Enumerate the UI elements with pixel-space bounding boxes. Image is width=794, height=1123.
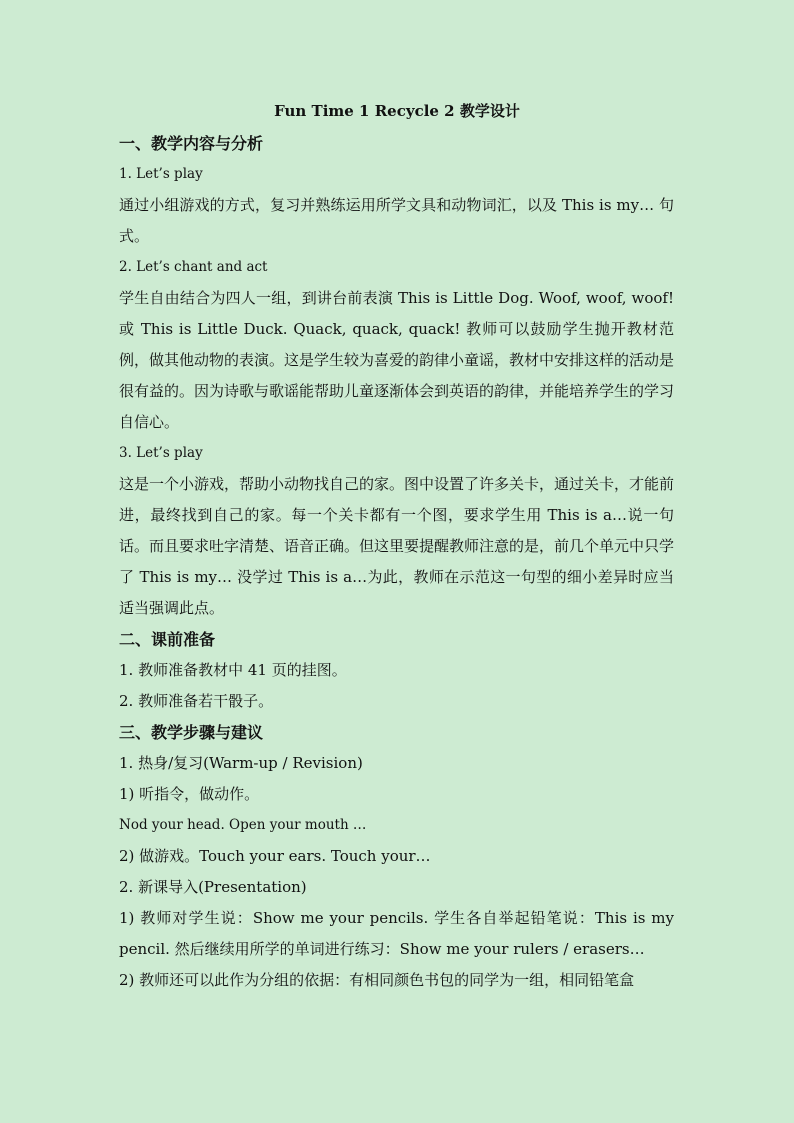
list-item: Nod your head. Open your mouth …	[119, 817, 367, 833]
item-label: 2. Let’s chant and act	[119, 259, 268, 275]
list-item: 2. 新课导入(Presentation)	[119, 878, 307, 896]
document-title: Fun Time 1 Recycle 2 教学设计	[274, 102, 520, 120]
item-label: 3. Let’s play	[119, 445, 203, 461]
list-item: 1. 教师准备教材中 41 页的挂图。	[119, 661, 347, 679]
item-text: 这是一个小游戏，帮助小动物找自己的家。图中设置了许多关卡，通过关卡，才能前进，最终找到自己的家。每一个关卡都有一个图，要求学生用 This is a…说一句话。而且要求吐字清楚、语音正确。但这里要提醒教师注意的是，前几个单元中只学了 This is my… 没学过 This is a…为此，教师在示范这一句型的细小差异时应当适当强调此点。	[119, 475, 675, 617]
item-text: 学生自由结合为四人一组，到讲台前表演 This is Little Dog. Woof, woof, woof! 或 This is Little Duck. Quack, quack, quack! 教师可以鼓励学生抛开教材范例，做其他动物的表演。这是学生较为喜爱的韵律小童谣，教材中安排这样的活动是很有益的。因为诗歌与歌谣能帮助儿童逐渐体会到英语的韵律，并能培养学生的学习自信心。	[119, 289, 675, 431]
list-item: 2) 做游戏。Touch your ears. Touch your…	[119, 847, 431, 865]
document-body	[119, 128, 674, 996]
list-paragraph: 2) 教师还可以此作为分组的依据：有相同颜色书包的同学为一组，相同铅笔盒	[119, 971, 635, 989]
item-text: 通过小组游戏的方式，复习并熟练运用所学文具和动物词汇，以及 This is my… 句式。	[119, 196, 674, 245]
item-label: 1. Let’s play	[119, 166, 203, 182]
section-heading-content-analysis: 一、教学内容与分析	[119, 134, 264, 153]
list-item: 1. 热身/复习(Warm-up / Revision)	[119, 754, 363, 772]
section-heading-preparation: 二、课前准备	[119, 630, 216, 649]
list-paragraph: 1) 教师对学生说：Show me your pencils. 学生各自举起铅笔说：This is my pencil. 然后继续用所学的单词进行练习：Show me your rulers / erasers…	[119, 909, 674, 958]
section-heading-steps: 三、教学步骤与建议	[119, 723, 264, 742]
list-item: 1) 听指令，做动作。	[119, 785, 260, 803]
list-item: 2. 教师准备若干骰子。	[119, 692, 274, 710]
